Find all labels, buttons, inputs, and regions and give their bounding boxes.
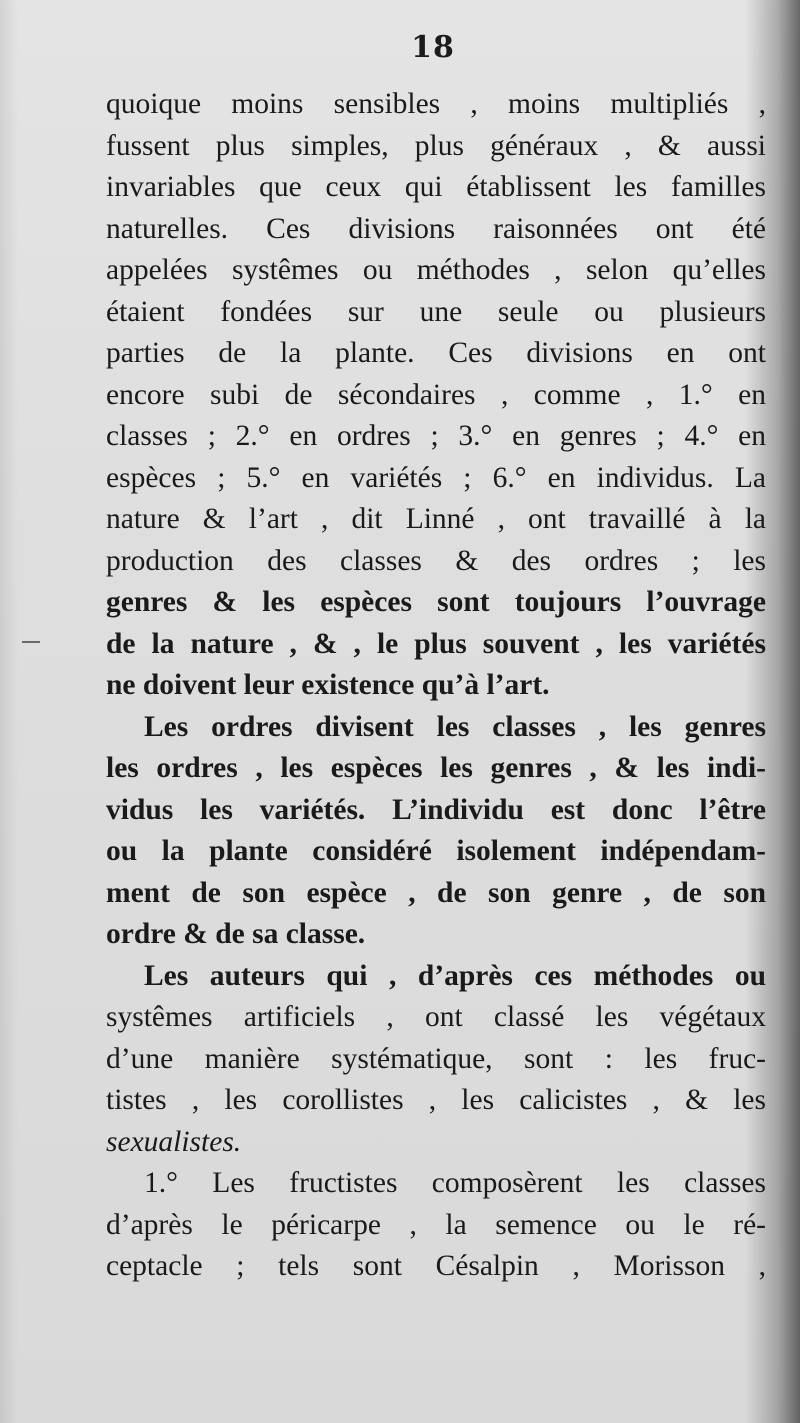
text-line: genres & les espèces sont toujours l’ouvrage — [106, 586, 766, 618]
text-line: ceptacle ; tels sont Césalpin , Morisson , — [106, 1250, 766, 1282]
text-line: encore subi de sécondaires , comme , 1.° en — [106, 378, 766, 411]
paragraph-start-line: Les auteurs qui , d’après ces méthodes ou — [144, 959, 766, 992]
page-number: 18 — [411, 30, 455, 65]
text-line: tistes , les corollistes , les calicistes , & les — [106, 1084, 766, 1116]
text-line: espèces ; 5.° en variétés ; 6.° en individus. La — [106, 461, 766, 494]
text-line: parties de la plante. Ces divisions en ont — [106, 337, 766, 369]
text-line: vidus les variétés. L’individu est donc l’être — [106, 793, 766, 826]
text-line: de la nature , & , le plus souvent , les variétés — [106, 627, 766, 660]
margin-mark — [22, 641, 40, 643]
text-line: classes ; 2.° en ordres ; 3.° en genres ; 4.° en — [106, 420, 766, 452]
text-line: ne doivent leur existence qu’à l’art. — [106, 669, 550, 701]
text-line: étaient fondées sur une seule ou plusieurs — [106, 295, 766, 328]
text-line: appelées systêmes ou méthodes , selon qu’elles — [106, 254, 766, 286]
paragraph-start-line: Les ordres divisent les classes , les genres — [144, 710, 766, 743]
text-line: nature & l’art , dit Linné , ont travaillé à la — [106, 503, 766, 535]
text-line: fussent plus simples, plus généraux , & aussi — [106, 129, 766, 162]
text-line: invariables que ceux qui établissent les familles — [106, 171, 766, 203]
text-line: d’une manière systématique, sont : les fruc- — [106, 1042, 766, 1075]
text-line: ment de son espèce , de son genre , de son — [106, 876, 766, 909]
text-line: d’après le péricarpe , la semence ou le ré- — [106, 1208, 766, 1241]
text-line: systêmes artificiels , ont classé les végétaux — [106, 1001, 766, 1033]
text-line: sexualistes. — [106, 1125, 242, 1158]
text-line: naturelles. Ces divisions raisonnées ont été — [106, 212, 766, 245]
text-line: les ordres , les espèces les genres , & les indi- — [106, 752, 766, 784]
text-line: ordre & de sa classe. — [106, 918, 366, 950]
paragraph-start-line: 1.° Les fructistes composèrent les classes — [144, 1167, 766, 1199]
text-line: quoique moins sensibles , moins multipliés , — [106, 88, 766, 120]
text-line: production des classes & des ordres ; les — [106, 544, 766, 577]
body-text — [106, 84, 766, 1288]
text-line: ou la plante considéré isolement indépendam- — [106, 835, 766, 867]
